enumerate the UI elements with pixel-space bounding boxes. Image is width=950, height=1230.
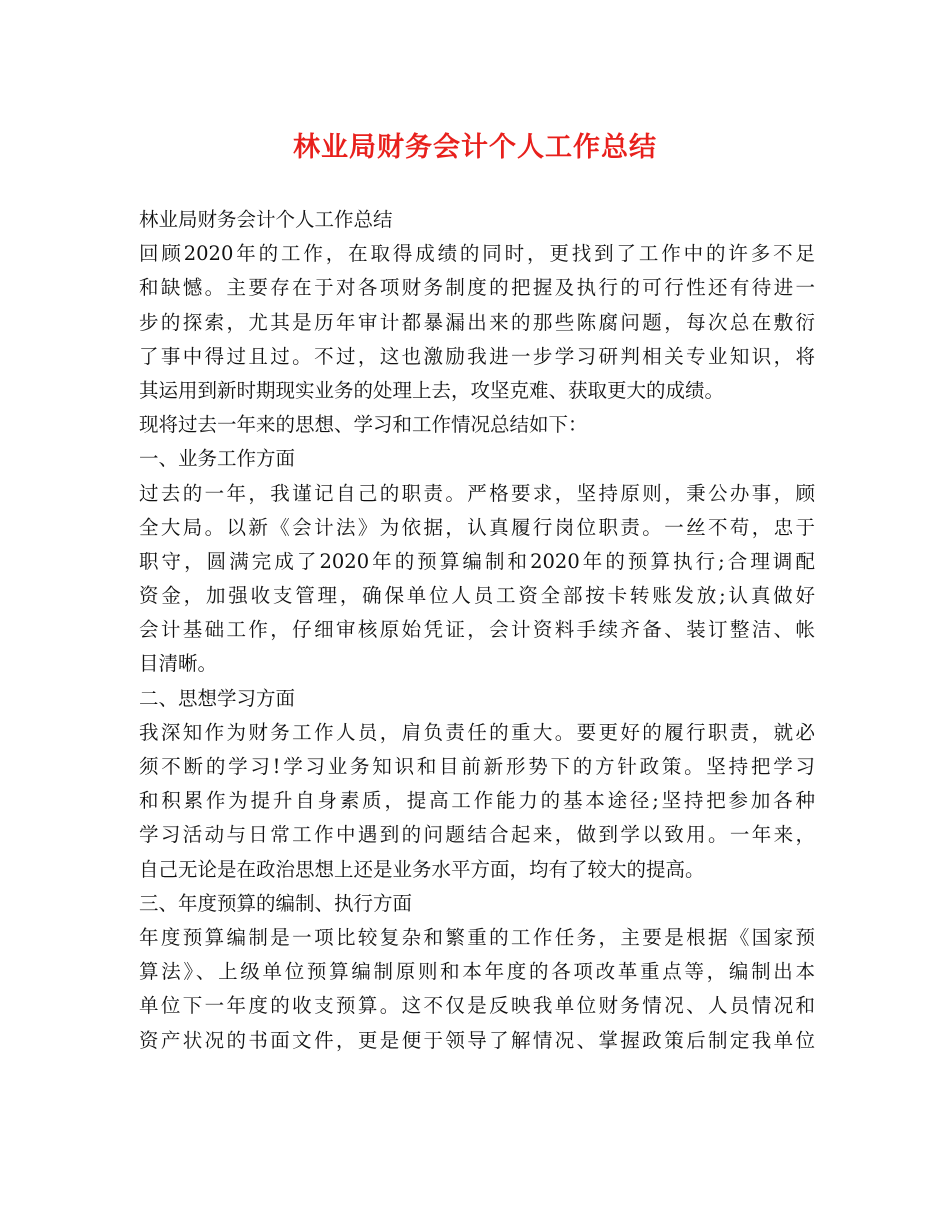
body-line: 其运用到新时期现实业务的处理上去，攻坚克难、获取更大的成绩。 [139,378,725,402]
body-line: 和积累作为提升自身素质，提高工作能力的基本途径;坚持把参加各种 [139,789,815,813]
body-line: 现将过去一年来的思想、学习和工作情况总结如下： [139,413,588,437]
body-line: 职守，圆满完成了2020年的预算编制和2020年的预算执行;合理调配 [139,549,815,573]
document-title: 林业局财务会计个人工作总结 [293,132,657,163]
body-line: 单位下一年度的收支预算。这不仅是反映我单位财务情况、人员情况和 [139,994,815,1018]
body-line: 学习活动与日常工作中遇到的问题结合起来，做到学以致用。一年来， [139,823,815,847]
body-line: 自己无论是在政治思想上还是业务水平方面，均有了较大的提高。 [139,857,705,881]
body-line: 须不断的学习!学习业务知识和目前新形势下的方针政策。坚持把学习 [139,755,815,778]
body-line: 全大局。以新《会计法》为依据，认真履行岗位职责。一丝不苟，忠于 [139,515,815,539]
body-line: 年度预算编制是一项比较复杂和繁重的工作任务，主要是根据《国家预 [139,925,815,949]
document-body [139,203,815,1058]
body-line: 资产状况的书面文件，更是便于领导了解情况、掌握政策后制定我单位 [139,1028,815,1052]
section-heading: 三、年度预算的编制、执行方面 [139,891,413,915]
body-line: 和缺憾。主要存在于对各项财务制度的把握及执行的可行性还有待进一 [139,276,815,300]
section-heading: 一、业务工作方面 [139,447,296,471]
body-line: 过去的一年，我谨记自己的职责。严格要求，坚持原则，秉公办事，顾 [139,481,815,505]
body-line: 资金，加强收支管理，确保单位人员工资全部按卡转账发放;认真做好 [139,584,815,608]
body-line: 回顾2020年的工作，在取得成绩的同时，更找到了工作中的许多不足 [139,242,815,266]
section-heading: 二、思想学习方面 [139,686,296,710]
body-line: 会计基础工作，仔细审核原始凭证，会计资料手续齐备、装订整洁、帐 [139,618,815,642]
body-line: 了事中得过且过。不过，这也激励我进一步学习研判相关专业知识，将 [139,344,815,368]
body-line: 我深知作为财务工作人员，肩负责任的重大。要更好的履行职责，就必 [139,720,815,744]
body-line: 算法》、上级单位预算编制原则和本年度的各项改革重点等，编制出本 [139,960,815,984]
body-line: 步的探索，尤其是历年审计都暴漏出来的那些陈腐问题，每次总在敷衍 [139,310,815,334]
body-line: 目清晰。 [139,652,218,676]
body-line: 林业局财务会计个人工作总结 [139,208,393,231]
